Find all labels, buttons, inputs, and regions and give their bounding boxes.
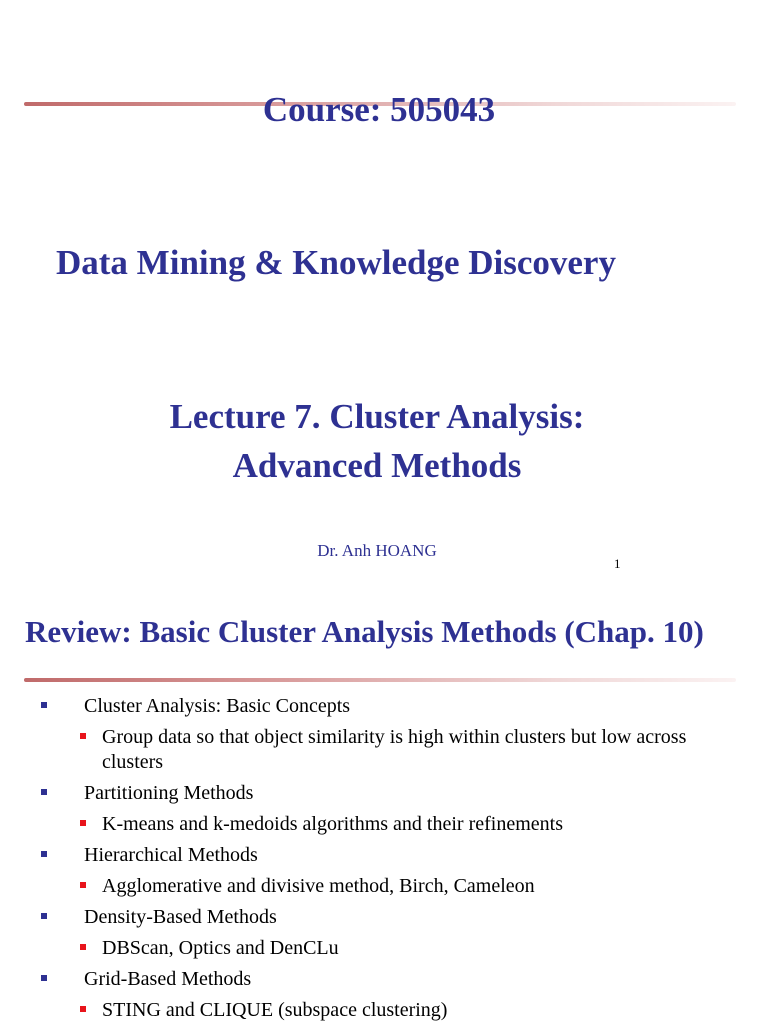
bullet-label: Density-Based Methods <box>84 906 277 928</box>
course-title: Course: 505043 <box>262 90 496 129</box>
lecture-prefix: Lecture 7. <box>169 397 321 436</box>
bullet-label: Grid-Based Methods <box>84 968 252 990</box>
review-slide <box>0 590 768 1024</box>
bullet-item <box>0 781 768 806</box>
square-bullet-icon <box>41 789 47 795</box>
bullet-item <box>0 967 768 992</box>
square-bullet-icon <box>41 913 47 919</box>
sub-bullet-item <box>0 998 768 1023</box>
bullet-label: Hierarchical Methods <box>84 844 258 866</box>
square-bullet-icon <box>41 851 47 857</box>
sub-bullet-item <box>0 936 768 961</box>
sub-bullet-item <box>0 812 768 837</box>
bullet-item <box>0 843 768 868</box>
lecture-title-line1: Cluster Analysis: <box>329 397 585 436</box>
sub-bullet-item <box>0 725 768 775</box>
square-bullet-icon <box>80 1006 86 1012</box>
review-title: Review: Basic Cluster Analysis Methods (Chap. 10) <box>25 614 704 649</box>
sub-bullet-label: Agglomerative and divisive method, Birch, Cameleon <box>102 875 535 897</box>
sub-bullet-label: DBScan, Optics and DenCLu <box>102 937 339 959</box>
sub-bullet-item <box>0 874 768 899</box>
author-name: Dr. Anh HOANG <box>317 541 437 560</box>
review-rule <box>24 678 736 682</box>
sub-bullet-label: Group data so that object similarity is high within clusters but low across clusters <box>102 726 687 773</box>
page-number: 1 <box>614 556 621 571</box>
lecture-title <box>0 392 754 490</box>
bullet-item <box>0 694 768 719</box>
square-bullet-icon <box>80 820 86 826</box>
square-bullet-icon <box>41 702 47 708</box>
sub-bullet-label: K-means and k-medoids algorithms and their refinements <box>102 813 563 835</box>
bullet-label: Cluster Analysis: Basic Concepts <box>84 695 351 717</box>
square-bullet-icon <box>80 944 86 950</box>
bullet-label: Partitioning Methods <box>84 782 254 804</box>
bullet-item <box>0 905 768 930</box>
subject-title: Data Mining & Knowledge Discovery <box>56 243 616 282</box>
square-bullet-icon <box>80 733 86 739</box>
lecture-title-line2: Advanced Methods <box>232 446 522 485</box>
square-bullet-icon <box>80 882 86 888</box>
sub-bullet-label: STING and CLIQUE (subspace clustering) <box>102 999 448 1021</box>
bullet-list <box>0 694 768 1024</box>
square-bullet-icon <box>41 975 47 981</box>
